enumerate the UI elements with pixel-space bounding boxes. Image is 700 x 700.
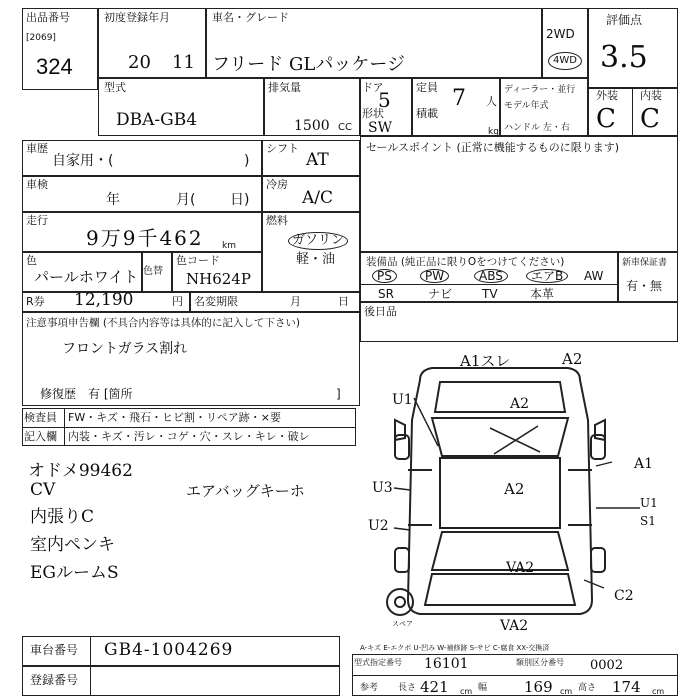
score-value: 3.5 bbox=[600, 40, 648, 75]
recycle-unit: 円 bbox=[172, 295, 183, 308]
equip-pw: PW bbox=[420, 269, 449, 283]
width-value: 169 bbox=[524, 678, 553, 696]
name-change-label: 名変期限 bbox=[194, 295, 238, 308]
first-reg-label: 初度登録年月 bbox=[104, 11, 170, 24]
selling-label: セールスポイント (正常に機能するものに限ります) bbox=[366, 141, 620, 154]
type-label: 型式指定番号 bbox=[354, 658, 402, 667]
inspector-label: 検査員 bbox=[24, 411, 57, 424]
repair-close: ] bbox=[336, 387, 341, 401]
color-code-value: NH624P bbox=[186, 270, 251, 288]
color-value: パールホワイト bbox=[34, 268, 139, 286]
load-label: 積載 bbox=[416, 107, 438, 120]
dealer-label: ディーラー・並行 bbox=[504, 85, 576, 95]
disp-unit: CC bbox=[338, 122, 352, 133]
damage-legend: A-キズ E-エクボ U-凹み W-補修跡 S-サビ C-腐食 XX-交換済 bbox=[360, 644, 550, 652]
inspection-center-note: エアバッグキーホ bbox=[186, 482, 305, 500]
cat-value: 0002 bbox=[590, 658, 624, 673]
fuel-label: 燃料 bbox=[266, 214, 288, 227]
lot-number: 324 bbox=[36, 54, 73, 79]
length-ref-label: 参考 bbox=[360, 683, 379, 693]
recolor-label: 色替 bbox=[143, 266, 163, 277]
diagram-label-a2-front: A2 bbox=[562, 350, 583, 368]
recycle-label: R券 bbox=[26, 295, 45, 308]
diagram-label-u1-left: U1 bbox=[392, 392, 413, 408]
fuel-gas: ガソリン bbox=[288, 232, 348, 250]
equip-sr: SR bbox=[378, 287, 394, 301]
name-change-month: 月 bbox=[290, 295, 301, 308]
length-unit: cm bbox=[460, 687, 473, 696]
ac-label: 冷房 bbox=[266, 178, 288, 191]
color-label: 色 bbox=[26, 254, 37, 267]
diagram-label-u1-right: U1 bbox=[640, 496, 658, 510]
inspection-note-2: CV bbox=[30, 480, 56, 500]
int-label: 内装 bbox=[640, 89, 662, 102]
disp-label: 排気量 bbox=[268, 81, 301, 94]
equip-ps: PS bbox=[372, 269, 397, 283]
reg-label: 登録番号 bbox=[30, 673, 79, 687]
warranty-value: 有・無 bbox=[626, 279, 663, 293]
color-code-label: 色コード bbox=[176, 254, 220, 267]
equip-navi: ナビ bbox=[428, 287, 453, 301]
equip-abs: ABS bbox=[474, 269, 508, 283]
height-value: 174 bbox=[612, 678, 641, 696]
notes-value: フロントガラス割れ bbox=[62, 341, 188, 357]
shift-label: シフト bbox=[266, 142, 299, 155]
handle-label: ハンドル 左・右 bbox=[504, 123, 570, 133]
length-label: 長さ bbox=[398, 683, 417, 693]
shaken-month: 月( bbox=[176, 192, 196, 208]
model-year-label: モデル年式 bbox=[504, 101, 549, 111]
shaken-label: 車検 bbox=[26, 178, 48, 191]
diagram-label-spare: スペア bbox=[392, 620, 413, 628]
diagram-label-a1-right: A1 bbox=[634, 456, 654, 472]
diagram-label-a2-hood: A2 bbox=[510, 396, 530, 412]
ac-value: A/C bbox=[302, 188, 334, 208]
lot-label: 出品番号 bbox=[26, 11, 70, 24]
specs-mid-line bbox=[352, 675, 678, 676]
entry-label: 記入欄 bbox=[24, 430, 57, 443]
drive-2wd: 2WD bbox=[546, 27, 575, 41]
inspection-note-4: 室内ペンキ bbox=[30, 535, 115, 555]
ext-label: 外装 bbox=[596, 89, 618, 102]
later-label: 後日品 bbox=[364, 305, 397, 318]
recycle-value: 12,190 bbox=[74, 290, 134, 310]
inspection-note-1: オドメ99462 bbox=[28, 461, 133, 481]
equip-aw: AW bbox=[584, 269, 604, 283]
drive-4wd: 4WD bbox=[548, 52, 582, 70]
lot-code: [2069] bbox=[26, 33, 56, 43]
name-change-day: 日 bbox=[338, 295, 349, 308]
name-value: フリード GLパッケージ bbox=[212, 54, 405, 75]
diagram-label-a2-roof: A2 bbox=[504, 480, 525, 498]
first-reg-month: 11 bbox=[172, 52, 195, 73]
warranty-label: 新車保証書 bbox=[622, 258, 668, 268]
inspection-note-3: 内張りC bbox=[30, 507, 95, 527]
diagram-label-va2-bumper: VA2 bbox=[500, 618, 529, 634]
capacity-label: 定員 bbox=[416, 81, 438, 94]
inspection-row2: 内装・キズ・汚レ・コゲ・穴・スレ・キレ・破レ bbox=[68, 430, 310, 443]
equipment-label: 装備品 (純正品に限りOをつけてください) bbox=[366, 256, 565, 268]
capacity-value: 7 bbox=[452, 86, 466, 111]
fuel-diesel: 軽・油 bbox=[296, 252, 336, 267]
usage-label: 車歴 bbox=[26, 142, 48, 155]
repair-label: 修復歴 有 [箇所 bbox=[40, 387, 133, 401]
doors-label: ドア bbox=[362, 81, 384, 94]
usage-value: 自家用・( bbox=[52, 153, 114, 169]
shaken-year: 年 bbox=[106, 192, 120, 208]
equip-airbag: エアB bbox=[526, 269, 568, 283]
diagram-label-s1: S1 bbox=[640, 514, 656, 528]
diagram-label-u3: U3 bbox=[372, 480, 393, 496]
score-label: 評価点 bbox=[606, 13, 643, 27]
capacity-unit: 人 bbox=[486, 95, 497, 108]
model-value: DBA-GB4 bbox=[116, 110, 198, 130]
first-reg-year: 20 bbox=[128, 52, 151, 73]
equip-leather: 本革 bbox=[530, 287, 555, 301]
chassis-value: GB4-1004269 bbox=[104, 640, 234, 660]
width-label: 幅 bbox=[478, 683, 488, 693]
notes-label: 注意事項申告欄 (不具合内容等は具体的に記入して下さい) bbox=[26, 317, 301, 329]
inspection-note-5: EGルームS bbox=[30, 563, 119, 583]
type-value: 16101 bbox=[424, 656, 469, 672]
usage-close: ) bbox=[244, 153, 250, 169]
diagram-label-a1-scratch: A1スレ bbox=[460, 352, 511, 370]
diagram-label-va2-rear: VA2 bbox=[506, 560, 535, 576]
width-unit: cm bbox=[560, 687, 573, 696]
shift-value: AT bbox=[306, 150, 329, 170]
length-value: 421 bbox=[420, 678, 449, 696]
height-unit: cm bbox=[652, 687, 665, 696]
mileage-label: 走行 bbox=[26, 214, 48, 227]
mileage-value: 9万9千462 bbox=[86, 226, 204, 250]
height-label: 高さ bbox=[578, 683, 597, 693]
shaken-day: 日) bbox=[230, 192, 250, 208]
name-label: 車名・グレード bbox=[212, 11, 289, 24]
doors-value: 5 bbox=[378, 88, 391, 112]
int-value: C bbox=[640, 104, 660, 134]
shape-label: 形状 bbox=[362, 107, 384, 120]
chassis-label: 車台番号 bbox=[30, 643, 79, 657]
ext-value: C bbox=[596, 104, 616, 134]
cat-label: 類別区分番号 bbox=[516, 658, 564, 667]
disp-value: 1500 bbox=[294, 118, 330, 134]
inspection-row1: FW・キズ・飛石・ヒビ割・リペア跡・×要 bbox=[68, 411, 281, 424]
model-label: 型式 bbox=[104, 81, 126, 94]
diagram-label-u2: U2 bbox=[368, 518, 389, 534]
mileage-unit: km bbox=[222, 241, 236, 251]
diagram-label-c2: C2 bbox=[614, 588, 634, 604]
shape-value: SW bbox=[368, 120, 392, 136]
equip-tv: TV bbox=[482, 287, 498, 301]
load-unit: kg bbox=[488, 127, 499, 137]
